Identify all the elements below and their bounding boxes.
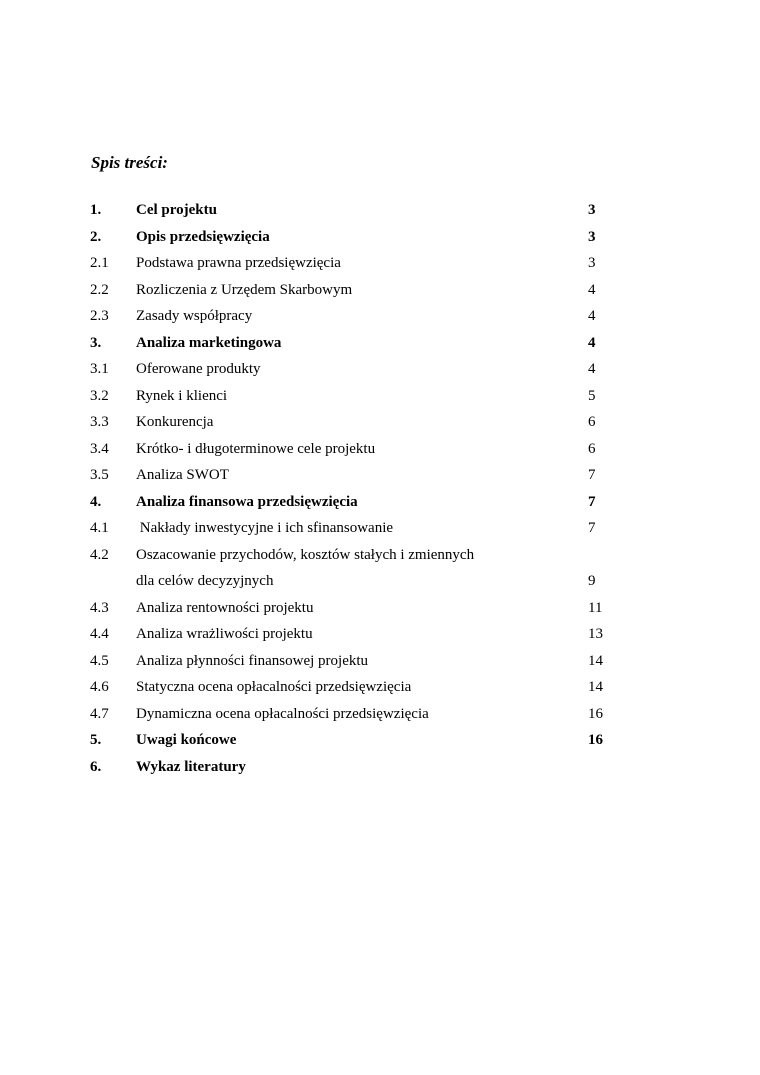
- toc-entry: [90, 438, 610, 465]
- toc-entry-page: 11: [588, 599, 603, 616]
- toc-entry-label: Dynamiczna ocena opłacalności przedsięwzięcia: [136, 705, 429, 722]
- toc-entry-number: 4.7: [90, 705, 109, 722]
- toc-entry-page: 6: [588, 414, 596, 430]
- toc-entry-label: Wykaz literatury: [136, 758, 246, 775]
- toc-entry-page: 4: [588, 281, 596, 298]
- toc-entry-number: 2.2: [90, 281, 109, 298]
- toc-entry: [90, 491, 610, 518]
- toc-entry-label: Opis przedsięwzięcia: [136, 228, 270, 245]
- toc-entry-label: Rynek i klienci: [136, 387, 228, 404]
- toc-entry-number: 3.: [90, 334, 102, 351]
- toc-entry-number: 4.5: [90, 652, 109, 669]
- toc-entry: [90, 464, 610, 491]
- toc-entry-number: 1.: [90, 202, 102, 218]
- toc-entry: [90, 570, 610, 597]
- toc-entry: [90, 517, 610, 544]
- toc-entry-page: 4: [588, 308, 596, 324]
- toc-entry-label: Analiza marketingowa: [136, 334, 282, 351]
- toc-entry-page: 6: [588, 440, 596, 457]
- toc-entry-page: 14: [588, 652, 603, 669]
- toc-entry-label: Uwagi końcowe: [136, 732, 237, 748]
- toc-entry-page: 4: [588, 361, 596, 377]
- toc-entry-number: 3.2: [90, 387, 109, 404]
- toc-entry-label: Analiza finansowa przedsięwzięcia: [136, 493, 358, 510]
- toc-entry-number: 4.3: [90, 599, 109, 616]
- toc-entry-number: 2.3: [90, 308, 109, 324]
- toc-entry: [90, 544, 610, 571]
- toc-entry-label: Zasady współpracy: [136, 308, 253, 324]
- toc-entry: [90, 305, 610, 332]
- toc-entry: [90, 703, 610, 730]
- toc-entry-page: 5: [588, 387, 596, 404]
- toc-entry: [90, 332, 610, 359]
- toc-entry: [90, 279, 610, 306]
- toc-entry-label: Analiza SWOT: [136, 467, 229, 483]
- toc-entry-number: 3.1: [90, 361, 109, 377]
- toc-entry-label: Krótko- i długoterminowe cele projektu: [136, 440, 376, 457]
- toc-entry: [90, 252, 610, 279]
- toc-entry-number: 4.4: [90, 626, 109, 642]
- toc-entry-number: 2.1: [90, 255, 109, 271]
- toc-entry-page: 16: [588, 732, 603, 748]
- toc-entry: [90, 411, 610, 438]
- toc-entry: [90, 756, 610, 783]
- toc-entry-label: dla celów decyzyjnych: [136, 573, 274, 589]
- toc-entry-label: Konkurencja: [136, 414, 214, 430]
- toc-entry-label: Podstawa prawna przedsięwzięcia: [136, 255, 341, 271]
- toc-title: Spis treści:: [91, 153, 168, 172]
- toc-entry-page: 3: [588, 228, 596, 245]
- toc-entry-page: 13: [588, 626, 603, 642]
- table-of-contents: [90, 199, 610, 782]
- toc-entry: [90, 623, 610, 650]
- toc-entry: [90, 729, 610, 756]
- toc-entry-label: Nakłady inwestycyjne i ich sfinansowanie: [136, 520, 394, 536]
- toc-entry-page: 9: [588, 573, 596, 589]
- toc-entry-page: 7: [588, 520, 596, 536]
- toc-entry-number: 3.5: [90, 467, 109, 483]
- toc-entry-page: 16: [588, 705, 603, 722]
- toc-entry-label: Analiza płynności finansowej projektu: [136, 652, 369, 669]
- toc-entry: [90, 597, 610, 624]
- toc-entry: [90, 650, 610, 677]
- toc-entry: [90, 199, 610, 226]
- toc-entry: [90, 385, 610, 412]
- toc-entry-page: 4: [588, 334, 596, 351]
- toc-entry-number: 3.4: [90, 440, 109, 457]
- toc-entry-number: 3.3: [90, 414, 109, 430]
- toc-entry-label: Rozliczenia z Urzędem Skarbowym: [136, 281, 353, 298]
- toc-entry: [90, 226, 610, 253]
- toc-entry-label: Oferowane produkty: [136, 361, 261, 377]
- toc-entry-page: 14: [588, 679, 603, 695]
- toc-entry-label: Cel projektu: [136, 202, 217, 218]
- toc-entry-label: Analiza wrażliwości projektu: [136, 626, 313, 642]
- toc-entry-page: 3: [588, 202, 596, 218]
- toc-entry-page: 7: [588, 467, 596, 483]
- toc-entry-label: Statyczna ocena opłacalności przedsięwzięcia: [136, 679, 412, 695]
- toc-entry-page: 3: [588, 255, 596, 271]
- toc-entry-number: 4.2: [90, 546, 109, 563]
- toc-entry-number: 4.: [90, 493, 102, 510]
- toc-entry-number: 4.1: [90, 520, 109, 536]
- toc-entry-page: 7: [588, 493, 596, 510]
- toc-entry: [90, 676, 610, 703]
- toc-entry-number: 6.: [90, 758, 102, 775]
- toc-entry-number: 2.: [90, 228, 102, 245]
- toc-entry: [90, 358, 610, 385]
- toc-entry-label: Analiza rentowności projektu: [136, 599, 314, 616]
- toc-entry-label: Oszacowanie przychodów, kosztów stałych i zmiennych: [136, 546, 475, 563]
- toc-entry-number: 4.6: [90, 679, 109, 695]
- toc-entry-number: 5.: [90, 732, 102, 748]
